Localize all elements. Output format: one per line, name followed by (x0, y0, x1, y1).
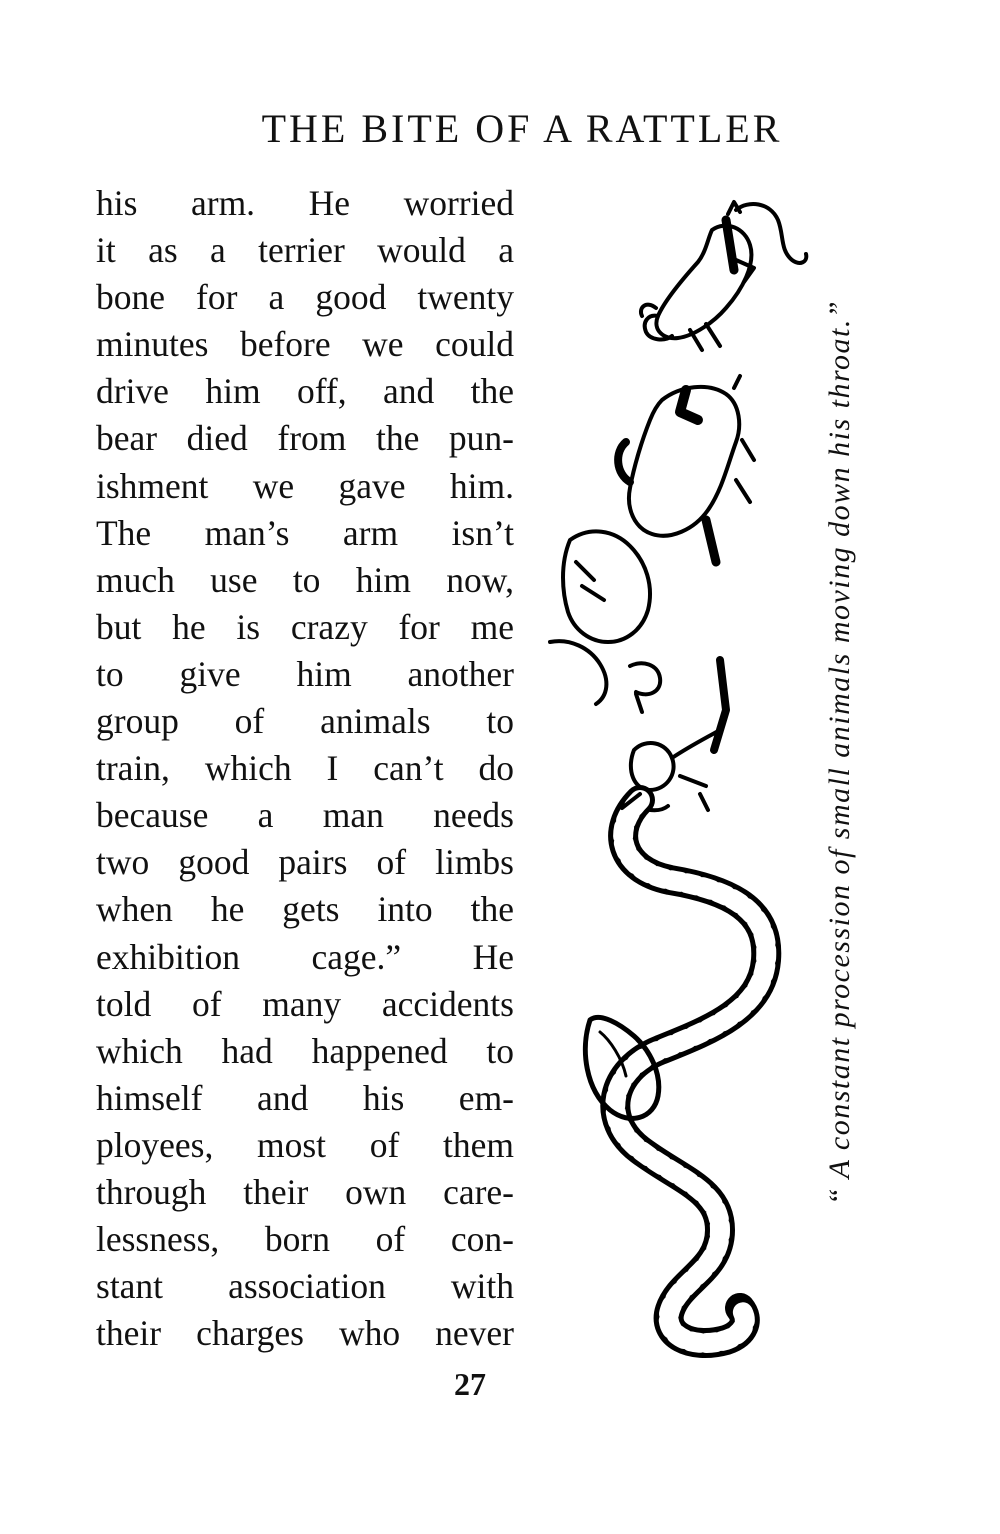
text-line: but he is crazy for me (96, 606, 514, 647)
text-line: train, which I can’t do (96, 748, 514, 789)
page-number: 27 (454, 1366, 486, 1402)
text-line: told of many accidents (96, 983, 514, 1024)
text-line: group of animals to (96, 701, 514, 742)
bird-drawing (550, 531, 726, 750)
body-text (96, 180, 514, 1357)
text-line: when he gets into the (96, 889, 514, 930)
text-line: two good pairs of limbs (96, 842, 514, 883)
text-line: ishment we gave him. (96, 465, 514, 506)
rabbit-drawing (618, 376, 754, 562)
illustration-caption: “ A constant procession of small animals moving down his throat.” (823, 299, 856, 1205)
text-line: lessness, born of con- (96, 1219, 514, 1260)
snake-illustration (530, 190, 830, 1360)
text-line: exhibition cage.” He (96, 936, 514, 977)
text-line: The man’s arm isn’t (96, 512, 514, 553)
text-line: stant association with (96, 1266, 514, 1307)
text-line: which had happened to (96, 1030, 514, 1071)
running-head (0, 104, 1000, 154)
snake-drawing (585, 794, 766, 1343)
text-line: because a man needs (96, 795, 514, 836)
text-line: himself and his em- (96, 1077, 514, 1118)
text-line: bone for a good twenty (96, 277, 514, 318)
text-line: bear died from the pun- (96, 418, 514, 459)
text-line: through their own care- (96, 1171, 514, 1212)
text-line: to give him another (96, 653, 514, 694)
text-line: much use to him now, (96, 559, 514, 600)
mouse-drawing (641, 202, 806, 350)
running-head-text: THE BITE OF A RATTLER (261, 106, 783, 151)
text-line: it as a terrier would a (96, 230, 514, 271)
text-line: their charges who never (96, 1313, 514, 1354)
text-line: minutes before we could (96, 324, 514, 365)
text-line: ployees, most of them (96, 1124, 514, 1165)
text-line: his arm. He worried (96, 183, 514, 223)
text-line: drive him off, and the (96, 371, 514, 412)
